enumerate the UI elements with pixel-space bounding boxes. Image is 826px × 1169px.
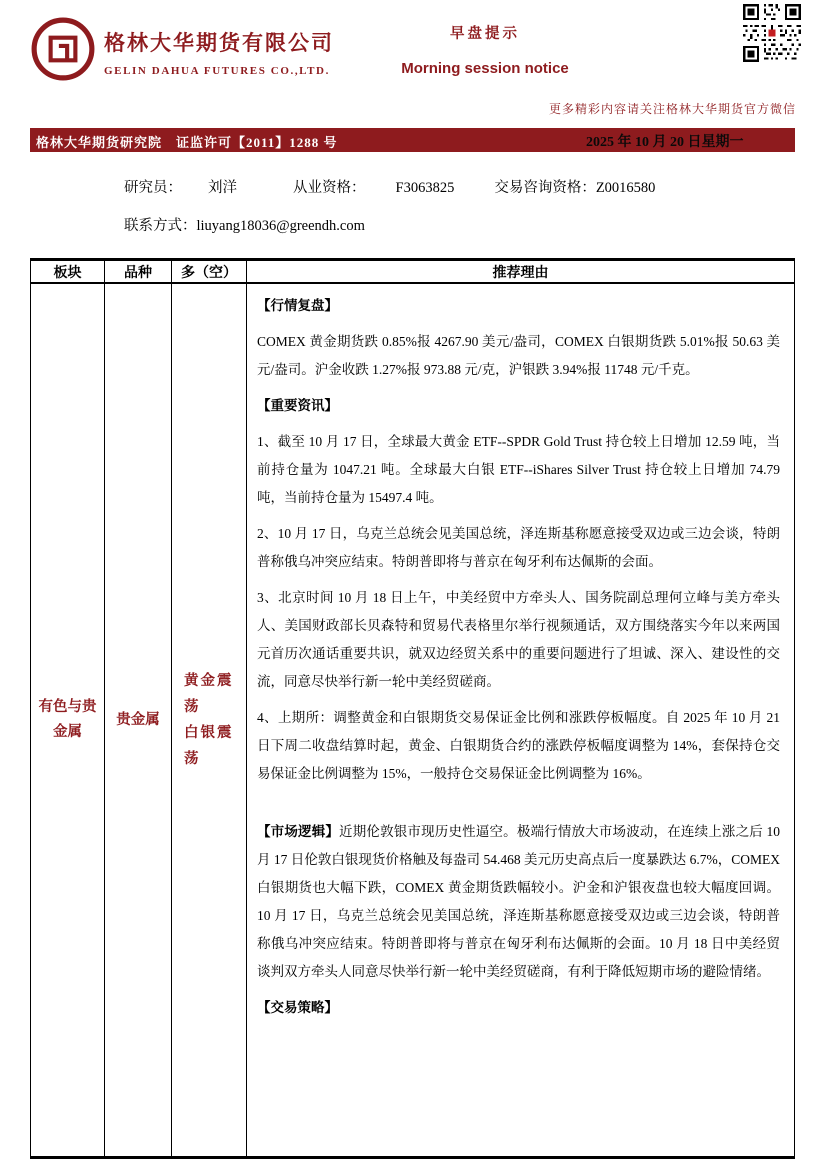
market-review-text: COMEX 黄金期货跌 0.85%报 4267.90 美元/盎司，COMEX 白银期货跌 5.01%报 50.63 美元/盎司。沪金收跌 1.27%报 973.88 元/克，沪银跌 3.94%报 11748 元/千克。 [257, 334, 780, 377]
header-stance: 多（空） [172, 261, 247, 284]
stance-values [184, 668, 234, 772]
stance-silver: 白银震荡 [184, 725, 234, 767]
company-logo-icon [30, 16, 96, 82]
cell-reason [247, 284, 794, 1156]
news-item-4: 4、上期所：调整黄金和白银期货交易保证金比例和涨跌停板幅度。自 2025 年 10 月 21 日下周二收盘结算时起，黄金、白银期货合约的涨跌停板幅度调整为 14%，套保持仓交易保证金比例调整为 15%，一般持仓交易保证金比例调整为 16%。 [257, 710, 780, 781]
researcher-line2 [124, 214, 655, 235]
header-variety: 品种 [105, 261, 172, 284]
market-logic-text: 近期伦敦银市现历史性逼空。极端行情放大市场波动，在连续上涨之后 10 月 17 日伦敦白银现货价格触及每盎司 54.468 美元历史高点后一度暴跌达 6.7%，COMEX 白银期货也大幅下跌，COMEX 黄金期货跌幅较小。沪金和沪银夜盘也较大幅度回调。10 月 17 日，乌克兰总统会见美国总统，泽连斯基称愿意接受双边或三边会谈，特朗普称俄乌冲突应结束。特朗普即将与普京在匈牙利布达佩斯的会面。10 月 18 日中美经贸谈判双方牵头人同意尽快举行新一轮中美经贸磋商，有利于降低短期市场的避险情绪。 [257, 824, 780, 979]
advisory-label: 交易咨询资格： [494, 180, 596, 196]
news-item-1: 1、截至 10 月 17 日，全球最大黄金 ETF--SPDR Gold Trust 持仓较上日增加 12.59 吨，当前持仓量为 1047.21 吨。全球最大白银 ETF--iShares Silver Trust 持仓较上日增加 74.79 吨，当前持仓量为 15497.4 吨。 [257, 434, 780, 505]
company-name-cn: 格林大华期货有限公司 [104, 31, 334, 55]
institute-license-label: 格林大华期货研究院 证监许可【2011】1288 号 [36, 135, 338, 150]
section-market-logic: 【市场逻辑】近期伦敦银市现历史性逼空。极端行情放大市场波动，在连续上涨之后 10 月 17 日伦敦白银现货价格触及每盎司 54.468 美元历史高点后一度暴跌达 6.7%，COMEX 白银期货也大幅下跌，COMEX 黄金期货跌幅较小。沪金和沪银夜盘也较大幅度回调。10 月 17 日，乌克兰总统会见美国总统，泽连斯基称愿意接受双边或三边会谈，特朗普称俄乌冲突应结束。特朗普即将与普京在匈牙利布达佩斯的会面。10 月 18 日中美经贸谈判双方牵头人同意尽快举行新一轮中美经贸磋商，有利于降低短期市场的避险情绪。 [257, 824, 780, 979]
notice-title-block [350, 22, 620, 77]
header-sector: 板块 [31, 261, 105, 284]
section-key-news-title: 【重要资讯】 [257, 398, 338, 413]
company-name-en: GELIN DAHUA FUTURES CO.,LTD. [104, 65, 330, 77]
cell-sector [31, 284, 105, 1156]
news-item-2: 2、10 月 17 日，乌克兰总统会见美国总统，泽连斯基称愿意接受双边或三边会谈，特朗普称俄乌冲突应结束。特朗普即将与普京在匈牙利布达佩斯的会面。 [257, 526, 780, 569]
stance-gold: 黄金震荡 [184, 673, 234, 715]
report-date: 2025 年 10 月 20 日星期一 [586, 135, 744, 150]
company-name-block [104, 27, 334, 77]
researcher-line1 [124, 176, 655, 197]
header-reason: 推荐理由 [247, 261, 794, 284]
contact-email: liuyang18036@greendh.com [196, 218, 365, 234]
qualification-number: F3063825 [395, 180, 455, 196]
wechat-tip: 更多精彩内容请关注格林大华期货官方微信 [548, 102, 796, 116]
researcher-name: 刘洋 [208, 180, 237, 196]
researcher-label: 研究员： [124, 180, 182, 196]
notice-title-cn: 早盘提示 [450, 26, 520, 42]
variety-value: 贵金属 [116, 711, 160, 728]
qr-code-icon [743, 4, 801, 62]
recommendation-table [30, 258, 795, 1159]
news-item-3: 3、北京时间 10 月 18 日上午，中美经贸中方牵头人、国务院副总理何立峰与美方牵头人、美国财政部长贝森特和贸易代表格里尔举行视频通话，双方围绕落实今年以来两国元首历次通话重要共识，就双边经贸关系中的重要问题进行了坦诚、深入、建设性的交流，同意尽快举行新一轮中美经贸磋商。 [257, 590, 780, 689]
contact-label: 联系方式： [124, 218, 197, 234]
section-market-review-title: 【行情复盘】 [257, 298, 338, 313]
sector-value: 有色与贵金属 [38, 699, 97, 740]
section-trading-strategy-title: 【交易策略】 [257, 1000, 338, 1015]
cell-stance [172, 284, 247, 1156]
researcher-info [124, 176, 655, 235]
notice-title-en: Morning session notice [401, 60, 569, 77]
masthead-bar [30, 128, 795, 152]
cell-variety [105, 284, 172, 1156]
advisory-number: Z0016580 [595, 180, 656, 196]
qualification-label: 从业资格： [293, 180, 366, 196]
